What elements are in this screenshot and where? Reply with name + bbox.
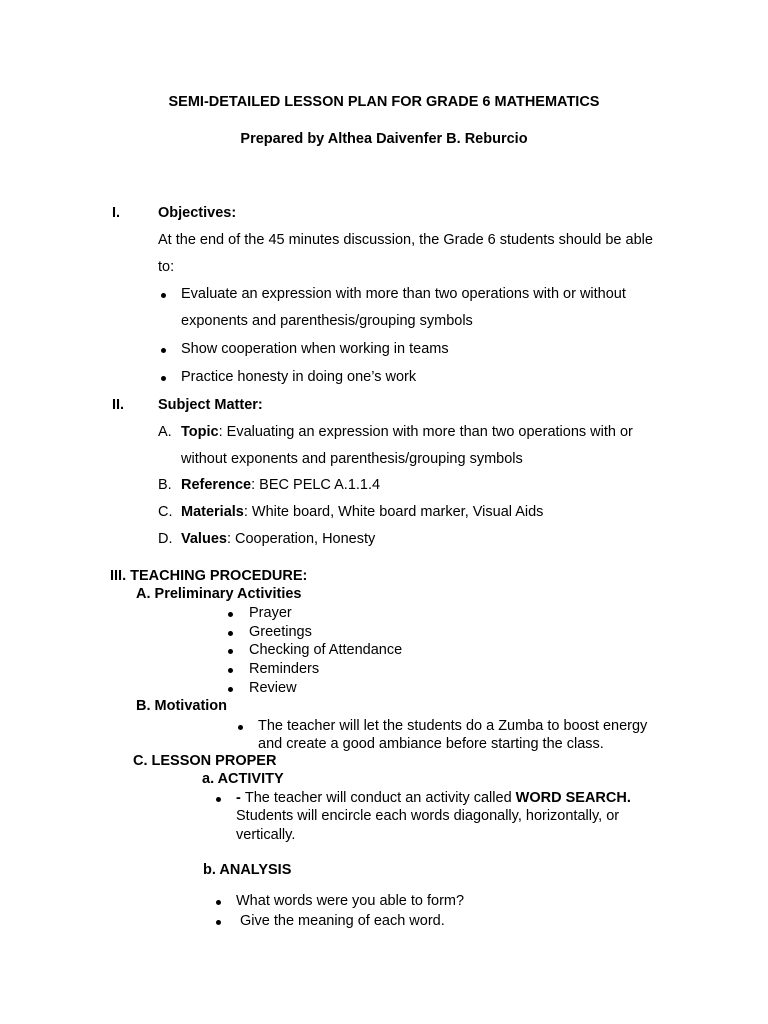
- page-title: SEMI-DETAILED LESSON PLAN FOR GRADE 6 MATHEMATICS: [168, 94, 600, 110]
- motivation-text: The teacher will let the students do a Zumba to boost energy: [258, 718, 648, 734]
- motivation-text-cont: and create a good ambiance before starting the class.: [258, 736, 604, 752]
- subject-item-letter: D.: [158, 531, 173, 547]
- bullet-icon: [228, 649, 233, 654]
- preliminary-heading: A. Preliminary Activities: [136, 586, 302, 602]
- subject-item-reference: [181, 477, 380, 493]
- objectives-intro: At the end of the 45 minutes discussion, the Grade 6 students should be able: [158, 232, 653, 248]
- bullet-icon: [228, 631, 233, 636]
- subject-item-text: : Cooperation, Honesty: [226, 531, 376, 547]
- procedure-heading: III. TEACHING PROCEDURE:: [110, 568, 308, 584]
- subject-item-label: Topic: [181, 424, 219, 440]
- author-line: Prepared by Althea Daivenfer B. Reburcio: [240, 131, 528, 147]
- section-numeral-2: II.: [112, 397, 125, 413]
- subject-item-materials: [181, 504, 543, 520]
- subject-matter-heading: Subject Matter:: [158, 397, 263, 413]
- objective-item: Show cooperation when working in teams: [181, 341, 449, 357]
- preliminary-item: Reminders: [249, 661, 320, 677]
- preliminary-item: Review: [249, 680, 297, 696]
- subject-item-letter: B.: [158, 477, 172, 493]
- bullet-icon: [161, 376, 166, 381]
- bullet-icon: [161, 293, 166, 298]
- activity-text-main: The teacher will conduct an activity called: [244, 790, 516, 806]
- subject-item-label: Materials: [181, 504, 244, 520]
- preliminary-item: Checking of Attendance: [249, 642, 403, 658]
- bullet-icon: [216, 900, 221, 905]
- activity-text: [236, 790, 631, 806]
- subject-item-letter: A.: [158, 424, 172, 440]
- bullet-icon: [161, 348, 166, 353]
- lesson-proper-heading: C. LESSON PROPER: [133, 753, 277, 769]
- motivation-heading: B. Motivation: [136, 698, 228, 714]
- objectives-intro-cont: to:: [158, 259, 175, 275]
- activity-heading: a. ACTIVITY: [202, 771, 284, 787]
- subject-item-label: Values: [181, 531, 227, 547]
- subject-item-topic: [181, 424, 633, 440]
- bullet-icon: [228, 668, 233, 673]
- bullet-icon: [238, 725, 243, 730]
- bullet-icon: [228, 687, 233, 692]
- bullet-icon: [216, 920, 221, 925]
- subject-item-text-cont: without exponents and parenthesis/grouping symbols: [181, 451, 523, 467]
- analysis-item: What words were you able to form?: [236, 893, 465, 909]
- objective-item-cont: exponents and parenthesis/grouping symbols: [181, 313, 473, 329]
- activity-bold-text: WORD SEARCH.: [515, 790, 631, 806]
- subject-item-text: : White board, White board marker, Visual Aids: [243, 504, 544, 520]
- preliminary-item: Greetings: [249, 624, 312, 640]
- bullet-icon: [228, 612, 233, 617]
- bullet-icon: [216, 797, 221, 802]
- objective-item: Evaluate an expression with more than two operations with or without: [181, 286, 626, 302]
- subject-item-label: Reference: [181, 477, 252, 493]
- activity-text-cont: vertically.: [236, 827, 296, 843]
- activity-text-cont: Students will encircle each words diagonally, horizontally, or: [236, 808, 620, 824]
- subject-item-text: : BEC PELC A.1.1.4: [251, 477, 381, 493]
- subject-item-values: [181, 531, 375, 547]
- preliminary-item: Prayer: [249, 605, 292, 621]
- objectives-heading: Objectives:: [158, 205, 237, 221]
- objective-item: Practice honesty in doing one’s work: [181, 369, 417, 385]
- analysis-item: Give the meaning of each word.: [236, 913, 445, 929]
- subject-item-letter: C.: [158, 504, 173, 520]
- analysis-heading: b. ANALYSIS: [203, 862, 292, 878]
- section-numeral-1: I.: [112, 205, 121, 221]
- activity-dash: -: [236, 790, 245, 806]
- subject-item-text: : Evaluating an expression with more than two operations with or: [218, 424, 633, 440]
